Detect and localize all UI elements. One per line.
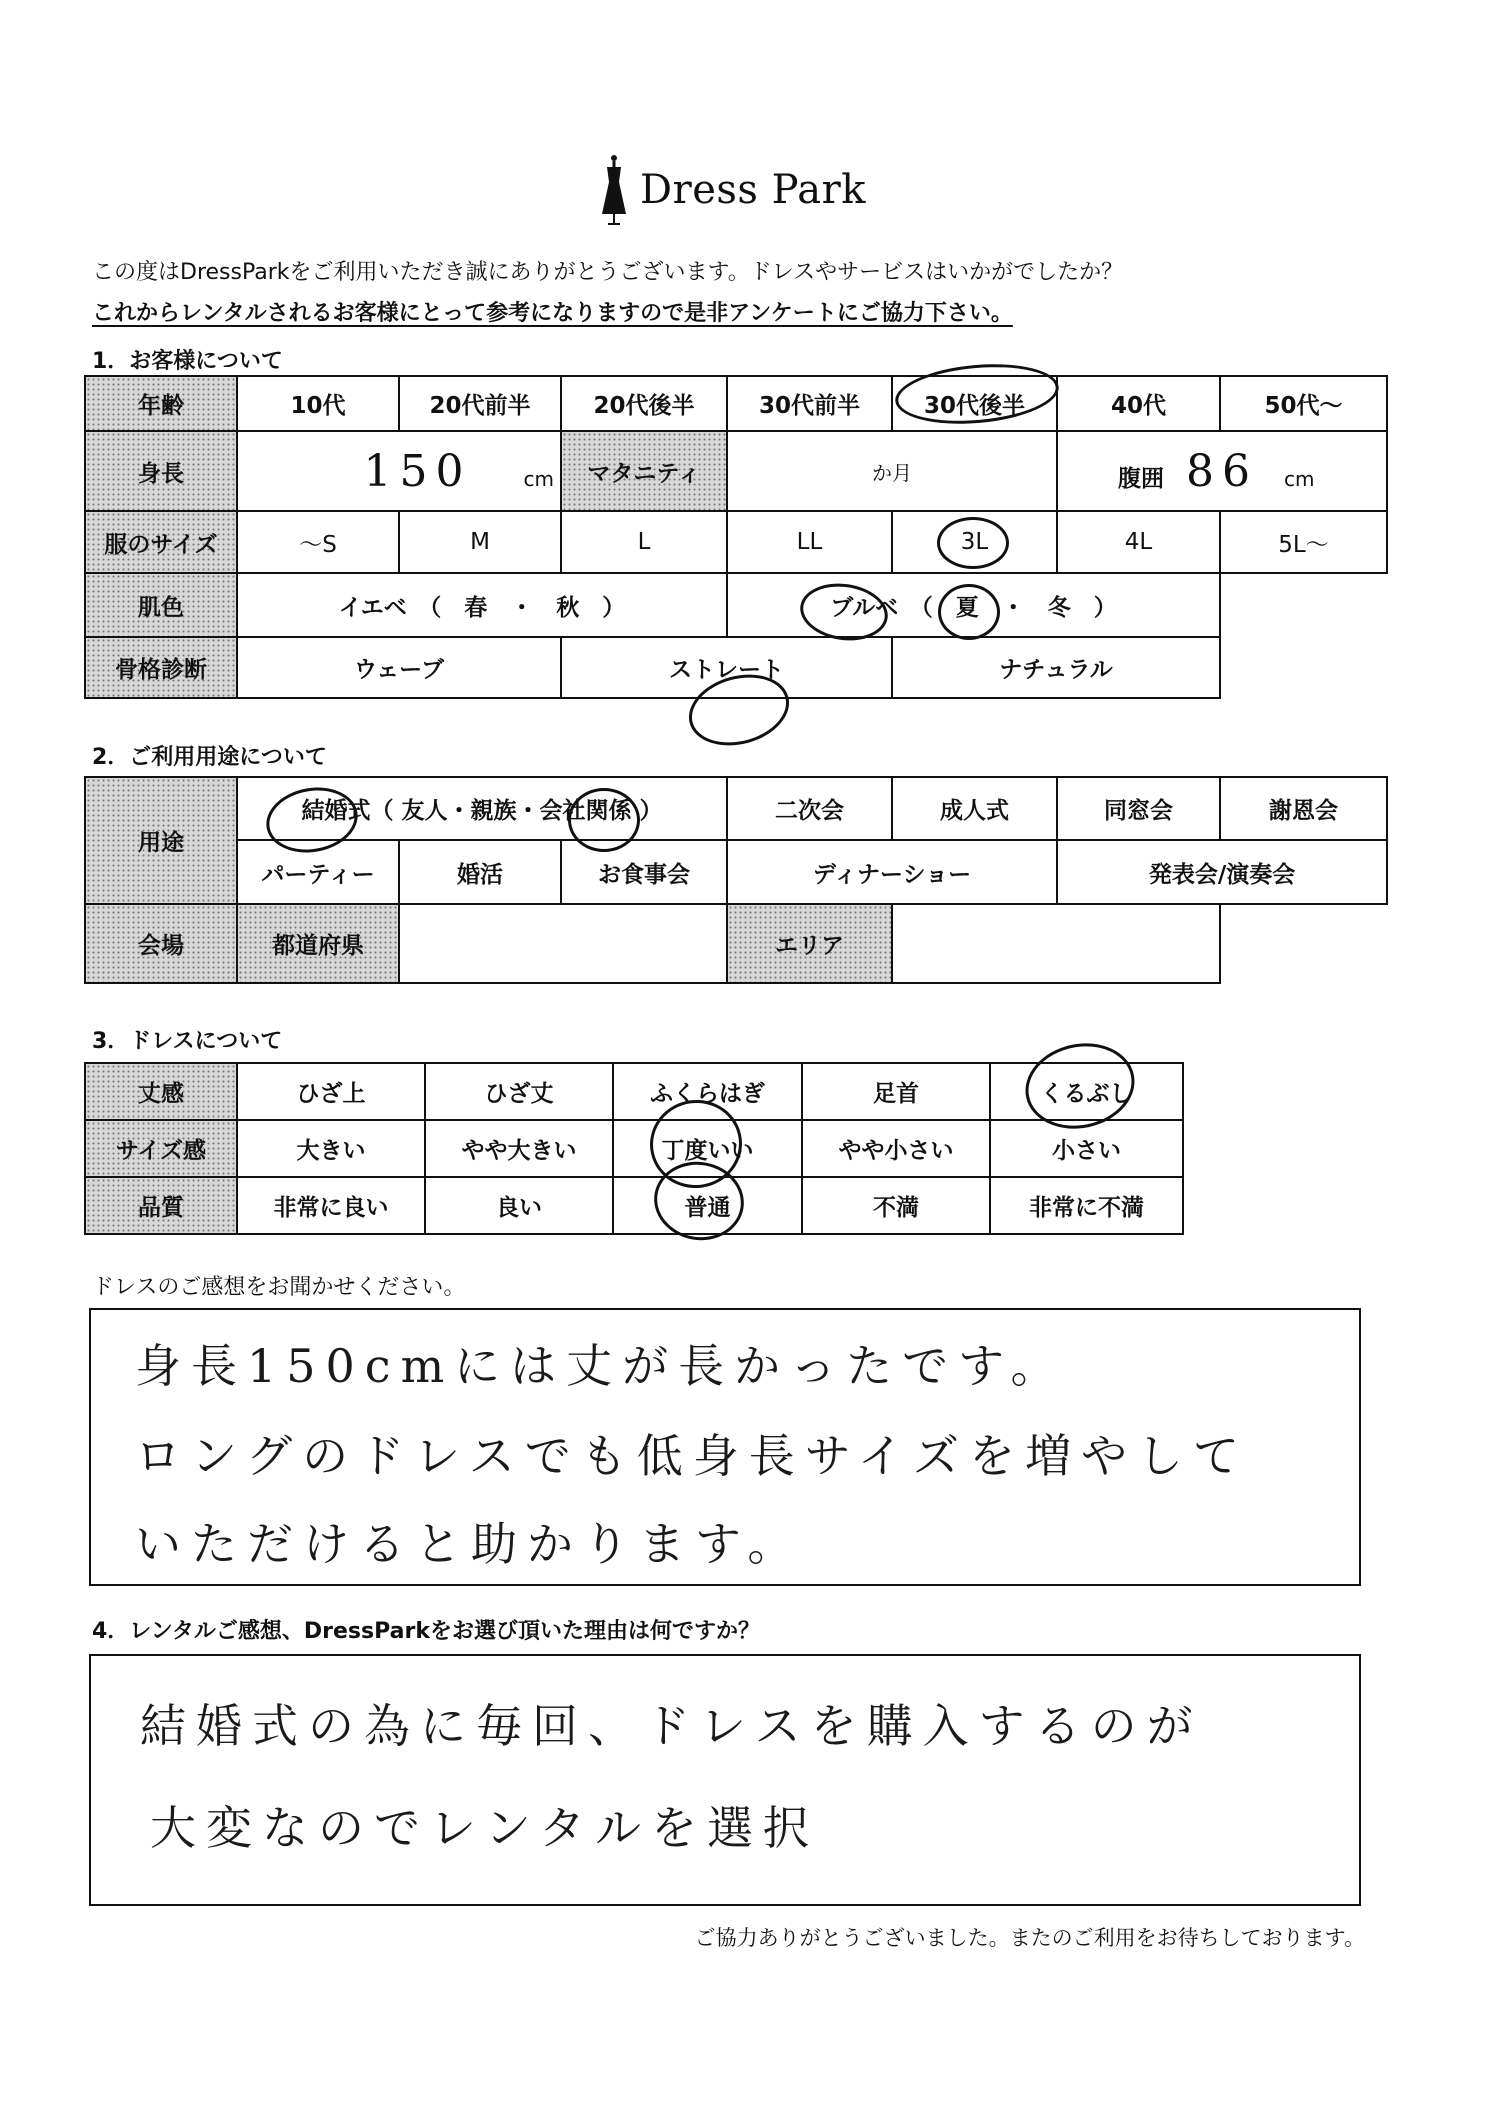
length-option[interactable]: 足首: [802, 1063, 990, 1120]
area-input[interactable]: [892, 904, 1220, 983]
age-label: 年齢: [85, 376, 237, 431]
skin-row: [85, 573, 1387, 637]
size-option[interactable]: M: [399, 511, 561, 573]
length-option[interactable]: ひざ丈: [425, 1063, 613, 1120]
height-field[interactable]: [237, 431, 561, 511]
dress-comment-line: ロングのドレスでも低身長サイズを増やして: [135, 1429, 1250, 1483]
intro-thanks: この度はDressParkをご利用いただき誠にありがとうございます。ドレスやサービスはいかがでしたか？: [92, 260, 1124, 285]
frame-option[interactable]: ナチュラル: [892, 637, 1220, 698]
purpose-row-1: [85, 777, 1387, 840]
dress-table: [84, 1062, 1184, 1235]
dress-comment-prompt: ドレスのご感想をお聞かせください。: [92, 1275, 466, 1300]
quality-option-selected[interactable]: 普通: [613, 1177, 802, 1234]
purpose-option[interactable]: 発表会/演奏会: [1057, 840, 1387, 904]
skin-yellow-option[interactable]: イエベ （ 春 ・ 秋 ）: [237, 573, 727, 637]
belly-field[interactable]: [1057, 431, 1387, 511]
size-label: 服のサイズ: [85, 511, 237, 573]
quality-row: [85, 1177, 1183, 1234]
brand-name: Dress Park: [640, 167, 866, 213]
fit-option[interactable]: 小さい: [990, 1120, 1183, 1177]
length-option[interactable]: ふくらはぎ: [613, 1063, 802, 1120]
size-option[interactable]: 4L: [1057, 511, 1220, 573]
purpose-option[interactable]: 謝恩会: [1220, 777, 1387, 840]
length-option-selected[interactable]: くるぶし: [990, 1063, 1183, 1120]
maternity-unit: か月: [872, 460, 912, 485]
size-option[interactable]: L: [561, 511, 727, 573]
prefecture-label: 都道府県: [237, 904, 399, 983]
fit-option[interactable]: 大きい: [237, 1120, 425, 1177]
length-label: 丈感: [85, 1063, 237, 1120]
quality-label: 品質: [85, 1177, 237, 1234]
maternity-label: マタニティ: [561, 431, 727, 511]
prefecture-input[interactable]: [399, 904, 727, 983]
purpose-option[interactable]: 成人式: [892, 777, 1057, 840]
purpose-wedding-option[interactable]: 結婚式（ 友人・親族・会社関係 ）: [237, 777, 727, 840]
age-option[interactable]: 50代～: [1220, 376, 1387, 431]
footer-thanks: ご協力ありがとうございました。またのご利用をお待ちしております。: [694, 1926, 1365, 1950]
quality-option[interactable]: 不満: [802, 1177, 990, 1234]
purpose-option[interactable]: 二次会: [727, 777, 892, 840]
purpose-option[interactable]: パーティー: [237, 840, 399, 904]
skin-blue-option[interactable]: ブルベ （ 夏 ・ 冬 ）: [727, 573, 1220, 637]
fit-label: サイズ感: [85, 1120, 237, 1177]
age-option[interactable]: 30代前半: [727, 376, 892, 431]
section3-title: 3．ドレスについて: [92, 1029, 283, 1054]
age-option[interactable]: 20代後半: [561, 376, 727, 431]
age-option[interactable]: 10代: [237, 376, 399, 431]
purpose-row-2: [85, 840, 1387, 904]
purpose-option[interactable]: ディナーショー: [727, 840, 1057, 904]
purpose-option[interactable]: お食事会: [561, 840, 727, 904]
length-row: [85, 1063, 1183, 1120]
customer-table: [84, 375, 1388, 699]
section4-title: 4．レンタルご感想、DressParkをお選び頂いた理由は何ですか？: [92, 1619, 760, 1644]
dress-comment-line: 身長150cmには丈が長かったです。: [135, 1339, 1067, 1393]
frame-label: 骨格診断: [85, 637, 237, 698]
frame-option-selected[interactable]: ストレート: [561, 637, 892, 698]
venue-label: 会場: [85, 904, 237, 983]
length-option[interactable]: ひざ上: [237, 1063, 425, 1120]
frame-row: [85, 637, 1387, 698]
dress-comment-line: いただけると助かります。: [135, 1517, 804, 1571]
height-row: [85, 431, 1387, 511]
brand-logo: [600, 150, 866, 230]
frame-option[interactable]: ウェーブ: [237, 637, 561, 698]
size-row: [85, 511, 1387, 573]
quality-option[interactable]: 非常に良い: [237, 1177, 425, 1234]
section2-title: 2．ご利用用途について: [92, 745, 327, 770]
size-option[interactable]: 5L～: [1220, 511, 1387, 573]
rental-comment-line: 大変なのでレンタルを選択: [150, 1801, 820, 1855]
intro-request: これからレンタルされるお客様にとって参考になりますので是非アンケートにご協力下さい。: [92, 301, 1013, 326]
fit-row: [85, 1120, 1183, 1177]
fit-option[interactable]: やや小さい: [802, 1120, 990, 1177]
height-label: 身長: [85, 431, 237, 511]
belly-unit: cm: [1284, 466, 1315, 491]
height-value: 150: [363, 445, 472, 497]
quality-option[interactable]: 非常に不満: [990, 1177, 1183, 1234]
fit-option[interactable]: やや大きい: [425, 1120, 613, 1177]
quality-option[interactable]: 良い: [425, 1177, 613, 1234]
skin-label: 肌色: [85, 573, 237, 637]
maternity-field[interactable]: [727, 431, 1057, 511]
section1-title: 1．お客様について: [92, 349, 283, 374]
purpose-option[interactable]: 婚活: [399, 840, 561, 904]
belly-label: 腹囲: [1118, 465, 1164, 492]
fit-option-selected[interactable]: 丁度いい: [613, 1120, 802, 1177]
height-unit: cm: [523, 466, 554, 491]
purpose-table: [84, 776, 1388, 984]
age-option-selected[interactable]: 30代後半: [892, 376, 1057, 431]
size-option[interactable]: ～S: [237, 511, 399, 573]
age-option[interactable]: 20代前半: [399, 376, 561, 431]
age-option[interactable]: 40代: [1057, 376, 1220, 431]
dress-icon: [600, 154, 628, 226]
venue-row: [85, 904, 1387, 983]
size-option-selected[interactable]: 3L: [892, 511, 1057, 573]
area-label: エリア: [727, 904, 892, 983]
purpose-option[interactable]: 同窓会: [1057, 777, 1220, 840]
purpose-label: 用途: [85, 777, 237, 904]
size-option[interactable]: LL: [727, 511, 892, 573]
belly-value: 86: [1186, 445, 1259, 497]
rental-comment-line: 結婚式の為に毎回、ドレスを購入するのが: [140, 1699, 1203, 1753]
age-row: [85, 376, 1387, 431]
